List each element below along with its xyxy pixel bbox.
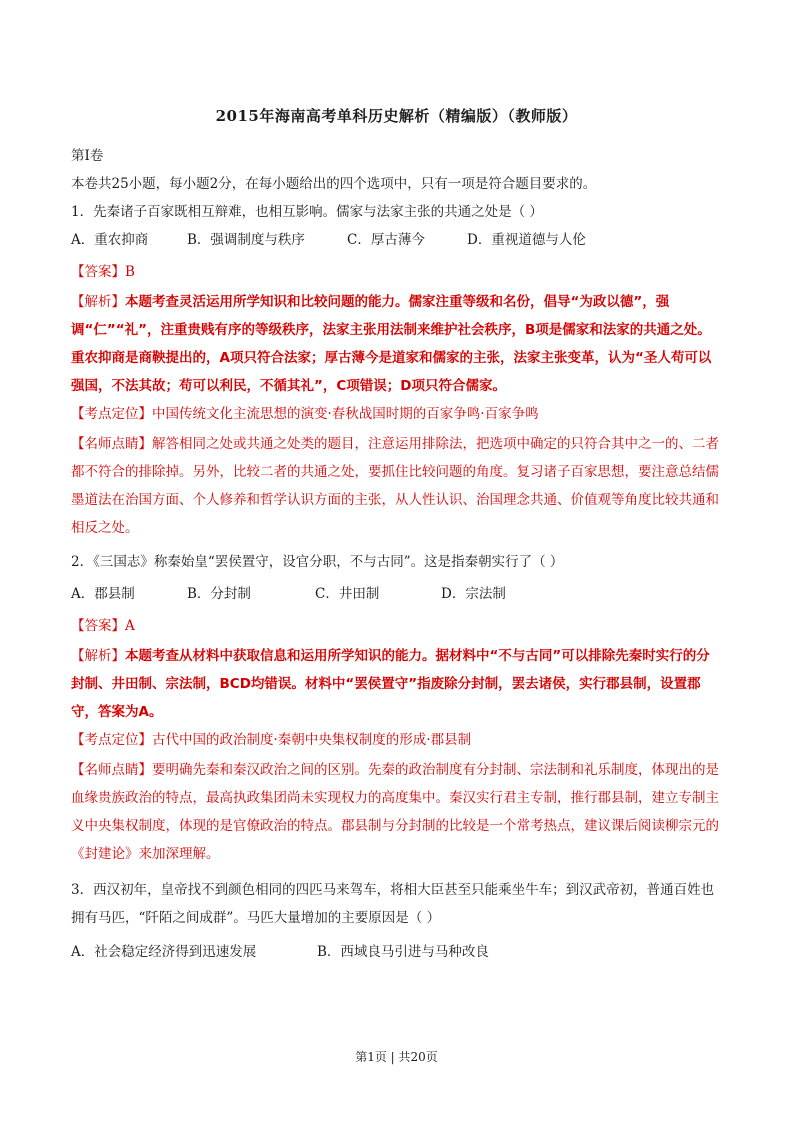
q1-answer-value: B: [125, 264, 135, 280]
section-intro: 本卷共25小题，每小题2分，在每小题给出的四个选项中，只有一项是符合题目要求的。: [71, 176, 597, 192]
document-title: 2015年海南高考单科历史解析（精编版）（教师版）: [215, 107, 578, 125]
q2-analysis-text: 本题考查从材料中获取信息和运用所学知识的能力。据材料中“不与古同”可以排除先秦时实行的分封制、井田制、宗法制，BCD均错误。材料中“罢侯置守”指废除分封制，罢去诸侯，实行郡县制，设置郡守，答案为A。: [71, 648, 710, 720]
q1-point-text: 中国传统文化主流思想的演变·春秋战国时期的百家争鸣·百家争鸣: [152, 406, 539, 422]
question-1-options: [71, 230, 721, 250]
q2-answer-label: 【答案】: [71, 618, 125, 634]
question-2-stem: 2．《三国志》称秦始皇“罢侯置守，设官分职，不与古同”。这是指秦朝实行了（ ）: [71, 554, 564, 570]
q3-option-a: A．社会稳定经济得到迅速发展: [71, 944, 257, 960]
q2-point: [71, 730, 721, 750]
section-heading: 第Ⅰ卷: [71, 148, 104, 164]
q2-option-b: B．分封制: [187, 586, 251, 602]
q2-tip: [71, 756, 721, 868]
q2-answer: [71, 616, 721, 636]
q1-tip-label: 【名师点睛】: [71, 436, 152, 452]
q2-tip-text: 要明确先秦和秦汉政治之间的区别。先秦的政治制度有分封制、宗法制和礼乐制度，体现出的是血缘贵族政治的特点，最高执政集团尚未实现权力的高度集中。秦汉实行君主专制，推行郡县制，建立专制主义中央集权制度，体现的是官僚政治的特点。郡县制与分封制的比较是一个常考热点，建议课后阅读柳宗元的《封建论》来加深理解。: [71, 762, 719, 862]
q1-point: [71, 404, 721, 424]
question-3-stem: 3．西汉初年，皇帝找不到颜色相同的四匹马来驾车，将相大臣甚至只能乘坐牛车；到汉武帝初，普通百姓也拥有马匹，“阡陌之间成群”。马匹大量增加的主要原因是（ ）: [71, 882, 715, 926]
q1-option-d: D．重视道德与人伦: [467, 232, 586, 248]
q2-answer-value: A: [125, 618, 135, 634]
q1-option-c: C．厚古薄今: [347, 232, 425, 248]
q1-analysis: [71, 288, 721, 400]
document-body: [71, 146, 721, 962]
q2-point-text: 古代中国的政治制度·秦朝中央集权制度的形成·郡县制: [152, 732, 472, 748]
q2-option-c: C．井田制: [315, 586, 380, 602]
page-footer: 第1页 | 共20页: [355, 1050, 438, 1064]
q1-analysis-text: 本题考查灵活运用所学知识和比较问题的能力。儒家注重等级和名份，倡导“为政以德”，强调“仁”“礼”，注重贵贱有序的等级秩序，法家主张用法制来维护社会秩序，B项是儒家和法家的共通之处。重农抑商是商鞅提出的，A项只符合法家；厚古薄今是道家和儒家的主张，法家主张变革，认为“圣人苟可以强国，不法其故；苟可以利民，不循其礼”，C项错误；D项只符合儒家。: [71, 294, 712, 394]
q1-analysis-label: 【解析】: [71, 294, 125, 310]
q1-option-b: B．强调制度与秩序: [187, 232, 305, 248]
q3-option-b: B．西域良马引进与马种改良: [317, 944, 489, 960]
q2-point-label: 【考点定位】: [71, 732, 152, 748]
question-1-stem: 1．先秦诸子百家既相互辩难，也相互影响。儒家与法家主张的共通之处是（ ）: [71, 204, 543, 220]
q1-tip-text: 解答相同之处或共通之处类的题目，注意运用排除法，把选项中确定的只符合其中之一的、二者都不符合的排除掉。另外，比较二者的共通之处，要抓住比较问题的角度。复习诸子百家思想，要注意总结儒墨道法在治国方面、个人修养和哲学认识方面的主张，从人性认识、治国理念共通、价值观等角度比较共通和相反之处。: [71, 436, 719, 536]
q2-analysis: [71, 642, 721, 726]
q2-option-a: A．郡县制: [71, 586, 135, 602]
q2-tip-label: 【名师点睛】: [71, 762, 152, 778]
q2-analysis-label: 【解析】: [71, 648, 125, 664]
q1-answer-label: 【答案】: [71, 264, 125, 280]
q1-option-a: A．重农抑商: [71, 232, 149, 248]
q1-point-label: 【考点定位】: [71, 406, 152, 422]
q2-option-d: D．宗法制: [441, 586, 506, 602]
question-2-options: [71, 584, 721, 604]
q1-tip: [71, 430, 721, 542]
question-3-options: [71, 942, 721, 962]
q1-answer: [71, 262, 721, 282]
